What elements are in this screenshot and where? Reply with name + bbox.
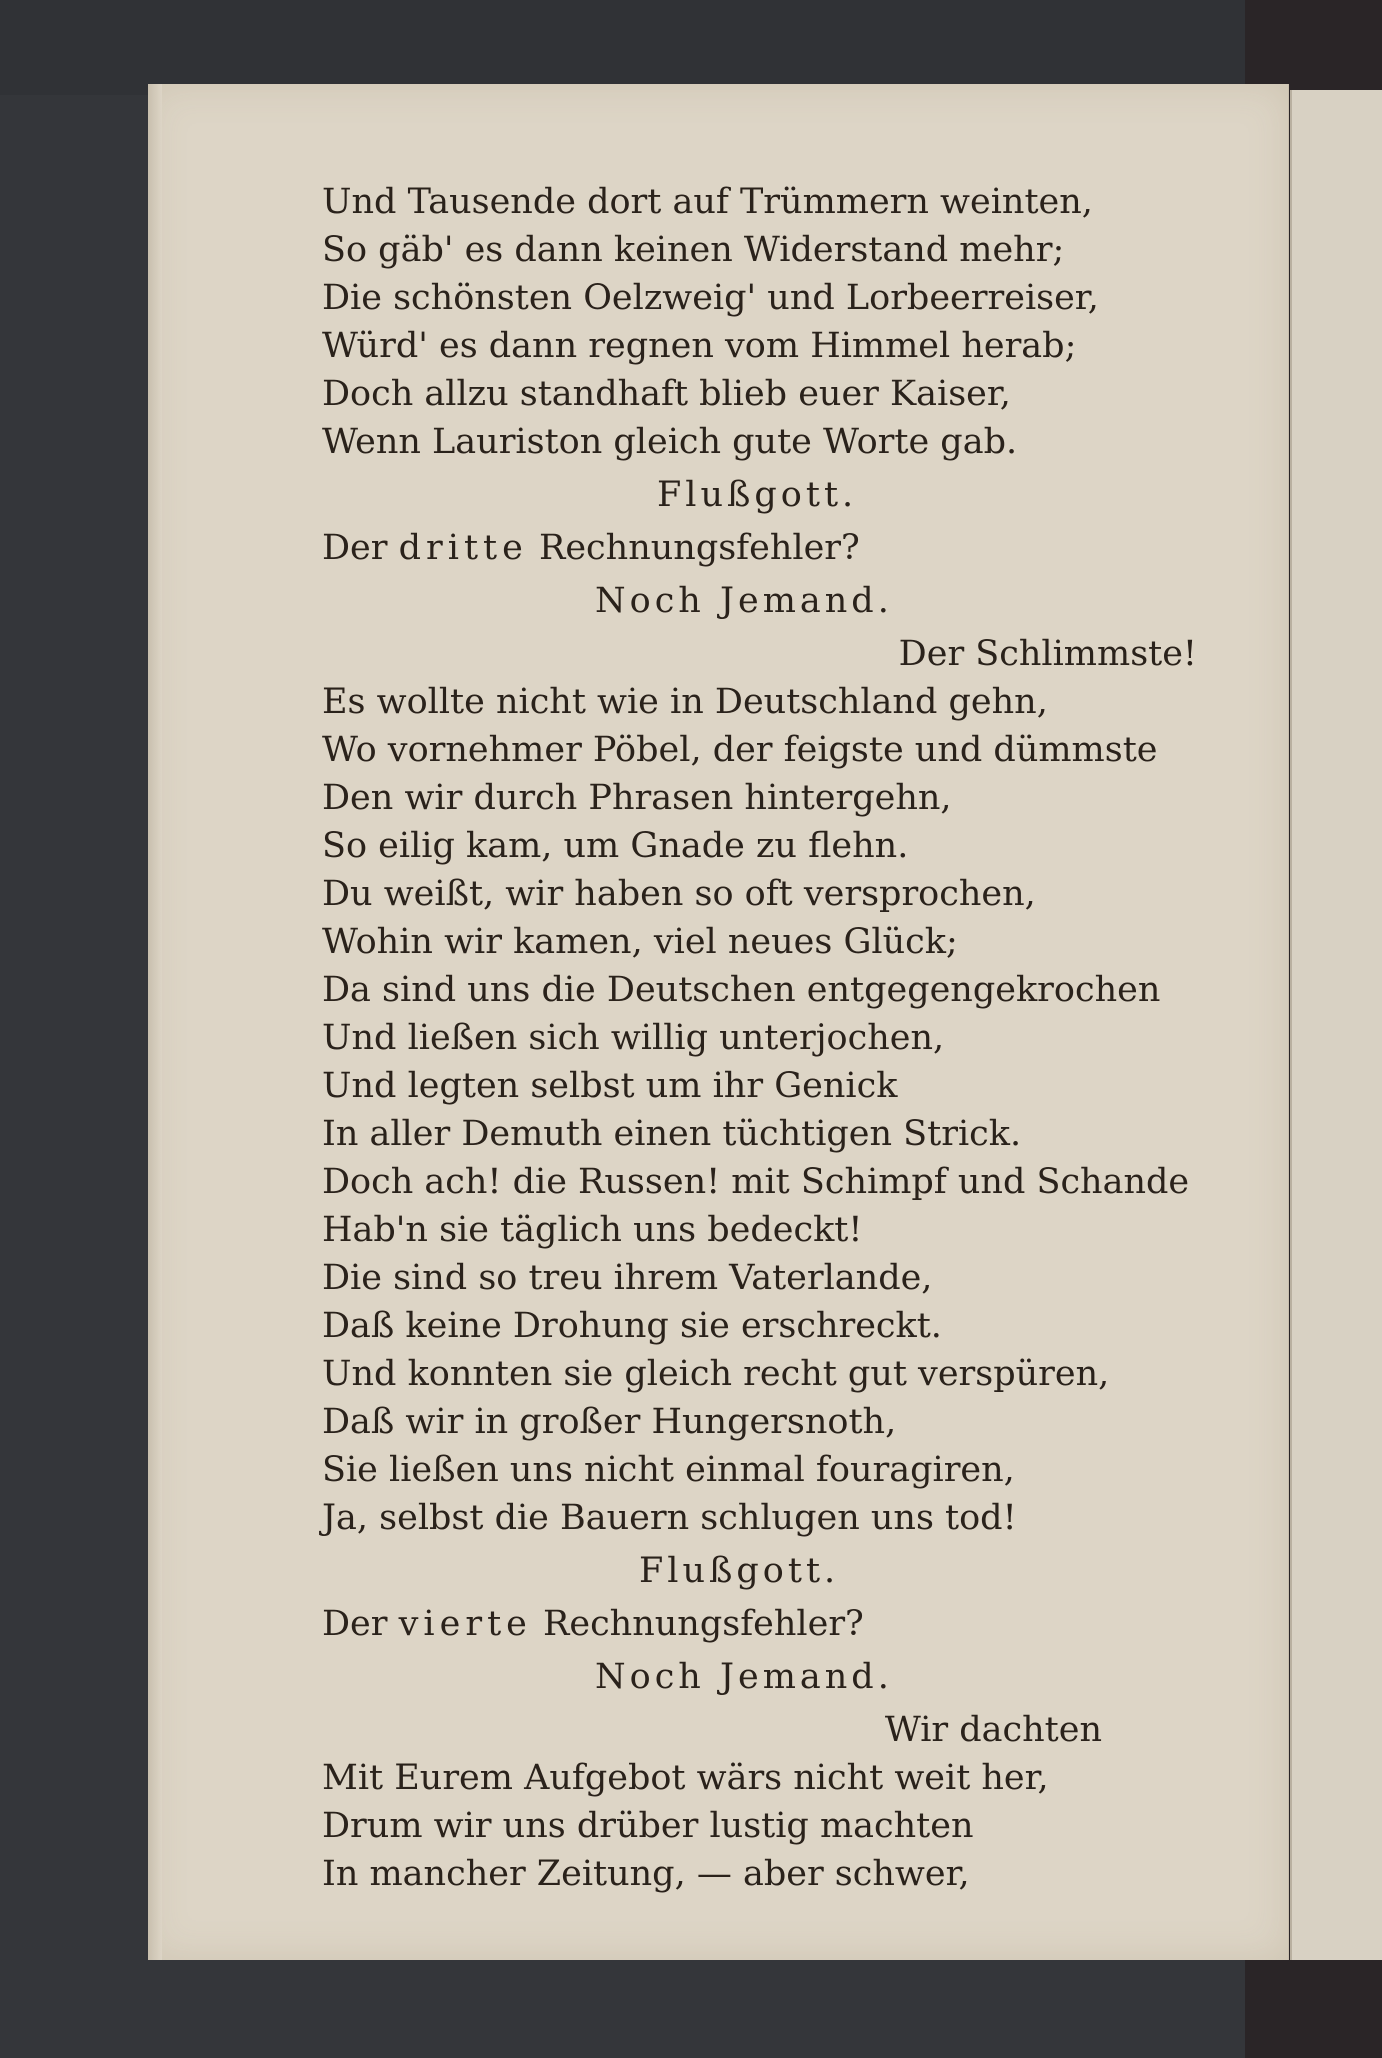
verse-line: Der Schlimmste! bbox=[898, 634, 1197, 674]
question-suffix: Rechnungsfehler? bbox=[538, 528, 860, 568]
verse-line: Doch allzu standhaft blieb euer Kaiser, bbox=[322, 374, 1011, 414]
question-suffix: Rechnungsfehler? bbox=[543, 1604, 864, 1644]
facing-page-edge bbox=[1290, 90, 1382, 1960]
verse-line: Wohin wir kamen, viel neues Glück; bbox=[322, 922, 958, 962]
verse-line: Und konnten sie gleich recht gut verspüren, bbox=[322, 1354, 1110, 1394]
verse-line: Wo vornehmer Pöbel, der feigste und dümmste bbox=[322, 730, 1158, 770]
speaker-heading: Noch Jemand. bbox=[595, 1657, 893, 1697]
speaker-heading: Flußgott. bbox=[657, 475, 858, 515]
verse-line: Doch ach! die Russen! mit Schimpf und Schande bbox=[322, 1162, 1190, 1202]
verse-line: So eilig kam, um Gnade zu flehn. bbox=[322, 826, 909, 866]
verse-line: Daß wir in großer Hungersnoth, bbox=[322, 1402, 897, 1442]
verse-line: Die schönsten Oelzweig' und Lorbeerreiser, bbox=[322, 278, 1099, 318]
verse-line: So gäb' es dann keinen Widerstand mehr; bbox=[322, 230, 1065, 270]
verse-line: Es wollte nicht wie in Deutschland gehn, bbox=[322, 682, 1048, 722]
verse-line: Du weißt, wir haben so oft versprochen, bbox=[322, 874, 1036, 914]
verse-line: Hab'n sie täglich uns bedeckt! bbox=[322, 1210, 863, 1250]
verse-line: Mit Eurem Aufgebot wärs nicht weit her, bbox=[322, 1758, 1049, 1798]
page-gutter-shadow bbox=[148, 84, 162, 1960]
verse-line: Und ließen sich willig unterjochen, bbox=[322, 1018, 945, 1058]
speaker-heading: Flußgott. bbox=[639, 1551, 840, 1591]
verse-line: Sie ließen uns nicht einmal fouragiren, bbox=[322, 1450, 1015, 1490]
verse-line bbox=[322, 524, 1242, 572]
verse-line: Würd' es dann regnen vom Himmel herab; bbox=[322, 326, 1077, 366]
verse-line: Wir dachten bbox=[884, 1710, 1102, 1750]
top-background bbox=[0, 0, 1382, 95]
verse-line: In mancher Zeitung, — aber schwer, bbox=[322, 1854, 970, 1894]
verse-line: Und legten selbst um ihr Genick bbox=[322, 1066, 898, 1106]
verse-line: Daß keine Drohung sie erschreckt. bbox=[322, 1306, 942, 1346]
verse-line: Ja, selbst die Bauern schlugen uns tod! bbox=[322, 1498, 1017, 1538]
verse-line: In aller Demuth einen tüchtigen Strick. bbox=[322, 1114, 1022, 1154]
question-prefix: Der bbox=[322, 528, 388, 568]
question-prefix: Der bbox=[322, 1604, 388, 1644]
verse-line: Die sind so treu ihrem Vaterlande, bbox=[322, 1258, 933, 1298]
verse-line bbox=[322, 1600, 1242, 1648]
verse-line: Wenn Lauriston gleich gute Worte gab. bbox=[322, 422, 1018, 462]
question-emphasis: vierte bbox=[398, 1604, 532, 1644]
verse-line: Den wir durch Phrasen hintergehn, bbox=[322, 778, 952, 818]
verse-line: Da sind uns die Deutschen entgegengekrochen bbox=[322, 970, 1161, 1010]
question-emphasis: dritte bbox=[398, 528, 528, 568]
verse-line: Und Tausende dort auf Trümmern weinten, bbox=[322, 182, 1093, 222]
poem-text bbox=[322, 178, 1242, 1898]
verse-line: Drum wir uns drüber lustig machten bbox=[322, 1806, 974, 1846]
speaker-heading: Noch Jemand. bbox=[595, 581, 893, 621]
